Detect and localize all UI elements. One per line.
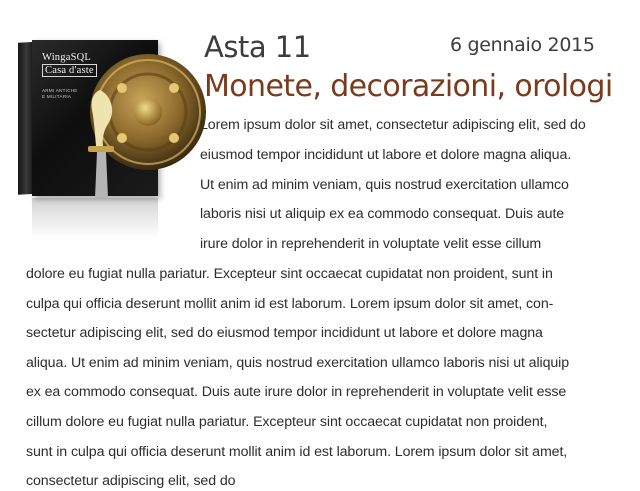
box-subtitle-line2: E MILITARIA [42,94,72,99]
auction-number: Asta 11 [204,30,311,64]
body-line: dolore eu fugiat nulla pariatur. Excepteur sint occaecat cupidatat non proident, sunt in [26,266,553,282]
box-subtitle-line1: ARMI ANTICHE [42,88,78,93]
body-line: cillum dolore eu fugiat nulla pariatur. Excepteur sint occaecat cupidatat non proident, [26,414,548,430]
body-line: ex ea commodo consequat. Duis aute irure dolor in reprehenderit in voluptate velit esse [26,384,567,400]
box-title-line2: Casa d'aste [42,64,97,77]
body-line: sectetur adipiscing elit, sed do eiusmod tempor incididunt ut labore et dolore magna [26,325,543,341]
body-line: sunt in culpa qui officia deserunt mollit anim id est laborum. Lorem ipsum dolor sit amet, [26,444,568,460]
auction-date: 6 gennaio 2015 [450,34,595,56]
box-title-line1: WingaSQL [42,52,92,63]
body-line: eiusmod tempor incididunt ut labore et dolore magna aliqua. [200,147,572,163]
body-line: laboris nisi ut aliquip ex ea commodo consequat. Duis aute [200,206,565,222]
body-line: consectetur adipiscing elit, sed do [26,473,236,489]
body-line: culpa qui officia deserunt mollit anim id est laborum. Lorem ipsum dolor sit amet, con- [26,296,554,312]
body-line: Ut enim ad minim veniam, quis nostrud exercitation ullamco [200,177,569,193]
auction-category-title: Monete, decorazioni, orologi [204,69,613,104]
body-line: aliqua. Ut enim ad minim veniam, quis nostrud exercitation ullamco laboris nisi ut aliquip [26,355,569,371]
body-line: irure dolor in reprehenderit in voluptate velit esse cillum [200,236,542,252]
body-line: Lorem ipsum dolor sit amet, consectetur adipiscing elit, sed do [200,117,586,133]
